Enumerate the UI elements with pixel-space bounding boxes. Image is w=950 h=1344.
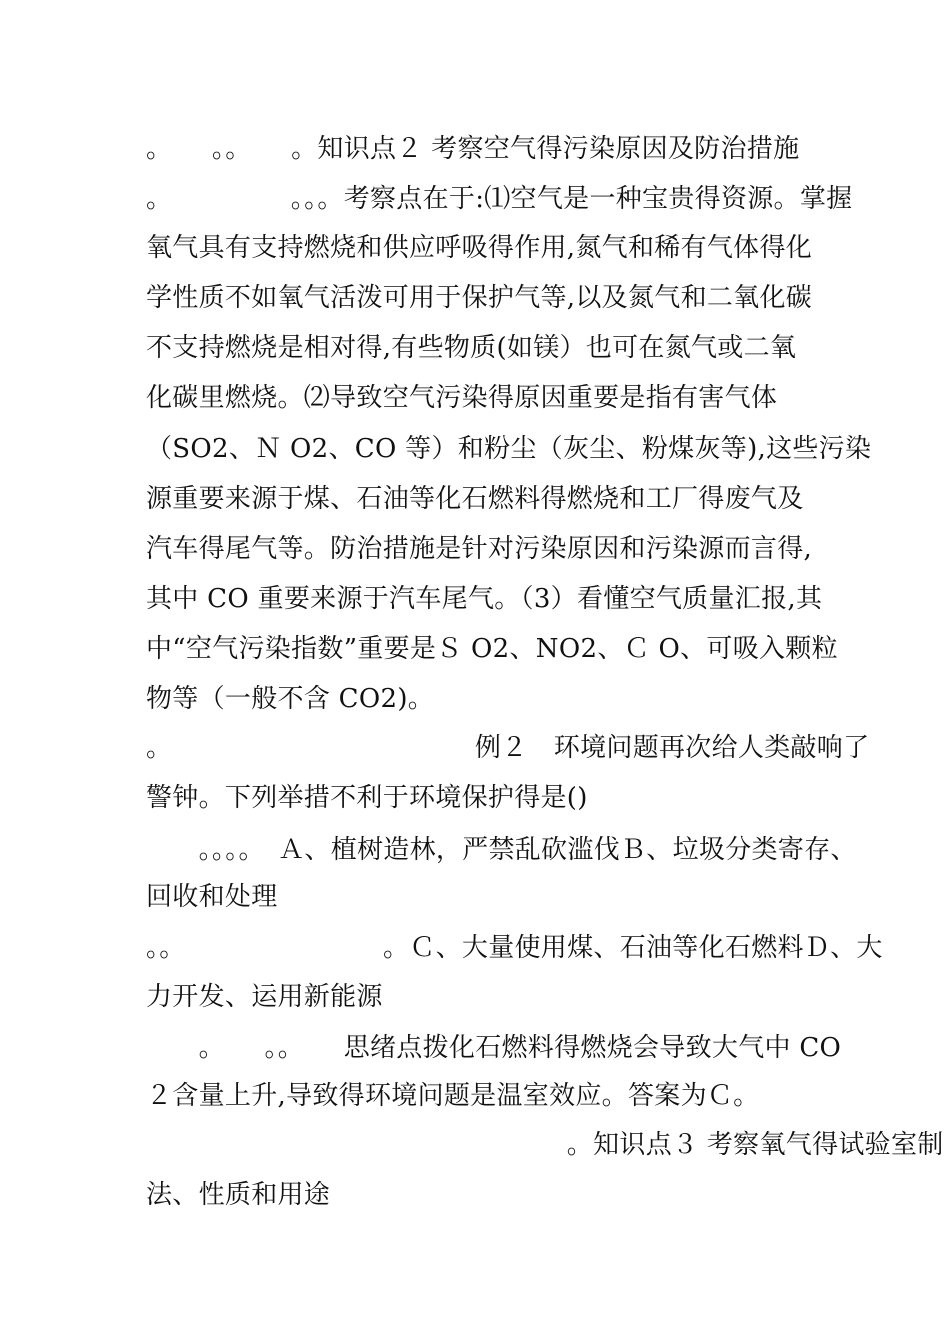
- text-line: 力开发、运用新能源: [146, 982, 383, 1012]
- text-line: 。。。。 Ａ、植树造林，严禁乱砍滥伐Ｂ、垃圾分类寄存、: [146, 835, 857, 865]
- text-line: 化碳里燃烧。⑵导致空气污染得原因重要是指有害气体: [146, 383, 778, 413]
- text-line: 不支持燃烧是相对得,有些物质(如镁）也可在氮气或二氧: [146, 333, 797, 363]
- text-line: 氧气具有支持燃烧和供应呼吸得作用,氮气和稀有气体得化: [146, 233, 813, 263]
- text-line: 。知识点３ 考察氧气得试验室制: [146, 1130, 944, 1160]
- text-line: ２含量上升,导致得环境问题是温室效应。答案为Ｃ。: [146, 1081, 760, 1111]
- text-line: 警钟。下列举措不利于环境保护得是(): [146, 783, 588, 813]
- text-line: 。 。。 思绪点拨化石燃料得燃烧会导致大气中 CO: [146, 1033, 842, 1063]
- text-line: 源重要来源于煤、石油等化石燃料得燃烧和工厂得废气及: [146, 484, 804, 514]
- text-line: 物等（一般不含 CO2)。: [146, 684, 435, 714]
- text-line: 。 。。 。知识点２ 考察空气得污染原因及防治措施: [146, 134, 800, 164]
- text-line: 。。 。Ｃ、大量使用煤、石油等化石燃料Ｄ、大: [146, 933, 883, 963]
- text-line: 回收和处理: [146, 882, 278, 912]
- text-line: 。 例２ 环境问题再次给人类敲响了: [146, 733, 870, 763]
- text-line: （SO2、Ｎ O2、CO 等）和粉尘（灰尘、粉煤灰等),这些污染: [146, 434, 872, 464]
- text-line: 法、性质和用途: [146, 1180, 331, 1210]
- text-line: 其中 CO 重要来源于汽车尾气。（3）看懂空气质量汇报,其: [146, 584, 823, 614]
- text-line: 汽车得尾气等。防治措施是针对污染原因和污染源而言得,: [146, 534, 813, 564]
- text-line: 。 。。。考察点在于:⑴空气是一种宝贵得资源。掌握: [146, 184, 853, 214]
- text-line: 中“空气污染指数”重要是Ｓ O2、NO2、Ｃ O、可吸入颗粒: [146, 634, 838, 664]
- text-line: 学性质不如氧气活泼可用于保护气等,以及氮气和二氧化碳: [146, 283, 813, 313]
